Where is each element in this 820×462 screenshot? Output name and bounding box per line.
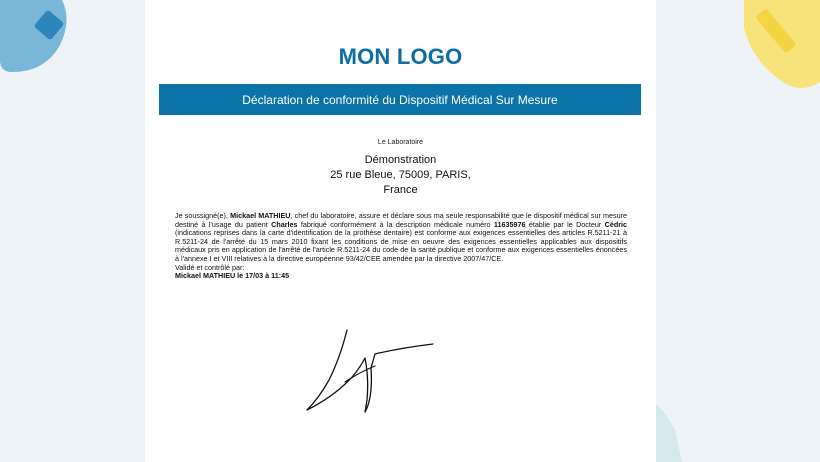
patient-name: Charles — [271, 219, 298, 229]
declaration-text-part: fabriqué conformément à la description médicale numéro — [297, 219, 494, 229]
declaration-text-part: établie par le Docteur — [525, 219, 605, 229]
laboratory-address: 25 rue Bleue, 75009, PARIS, — [330, 169, 471, 181]
signer-name: Mickael MATHIEU — [230, 211, 291, 220]
validated-by: Mickael MATHIEU le 17/03 à 11:45 — [175, 271, 290, 281]
company-logo: MON LOGO — [338, 44, 463, 69]
declaration-text — [175, 212, 627, 281]
laboratory-address-block — [145, 153, 656, 198]
handwritten-signature — [305, 328, 445, 418]
decorative-shape-top-right — [730, 0, 820, 100]
declaration-text-part: , chef du laboratoire, assure et déclare sous ma seule responsabilité que le dispositif médical sur mesure destiné à l'usage du patient — [175, 211, 627, 229]
declaration-text-part: Je soussigné(e), — [175, 211, 231, 220]
doctor-name: Cédric — [604, 219, 627, 229]
laboratory-label: Le Laboratoire — [377, 139, 424, 146]
document-title-banner — [159, 84, 641, 115]
document-page — [145, 0, 656, 462]
validated-label: Validé et contrôlé par: — [175, 262, 245, 272]
decorative-shape-top-left — [0, 0, 80, 80]
document-title: Déclaration de conformité du Dispositif Médical Sur Mesure — [242, 92, 558, 107]
laboratory-country: France — [383, 184, 418, 196]
laboratory-name: Démonstration — [364, 154, 437, 166]
declaration-paragraph — [175, 212, 627, 264]
prescription-number: 11635976 — [493, 219, 526, 229]
declaration-text-part: (indications reprises dans la carte d'identification de la prothèse dentaire) est conforme aux exigences essentielles des articles R.5211-21 à R.5211-24 de l'arrêté du 15 mars 2010 fixant les conditions de mise en oeuvre des exigences essentielles applicables aux dispositifs médicaux pris en application de l'arrêté de l'article R.5211-24 du code de la santé publique et conforme aux exigences essentielles énoncées à l'annexe I et VIII relatives à la directive européenne 93/42/CEE amendée par la directive 2007/47/CE. — [175, 228, 627, 263]
